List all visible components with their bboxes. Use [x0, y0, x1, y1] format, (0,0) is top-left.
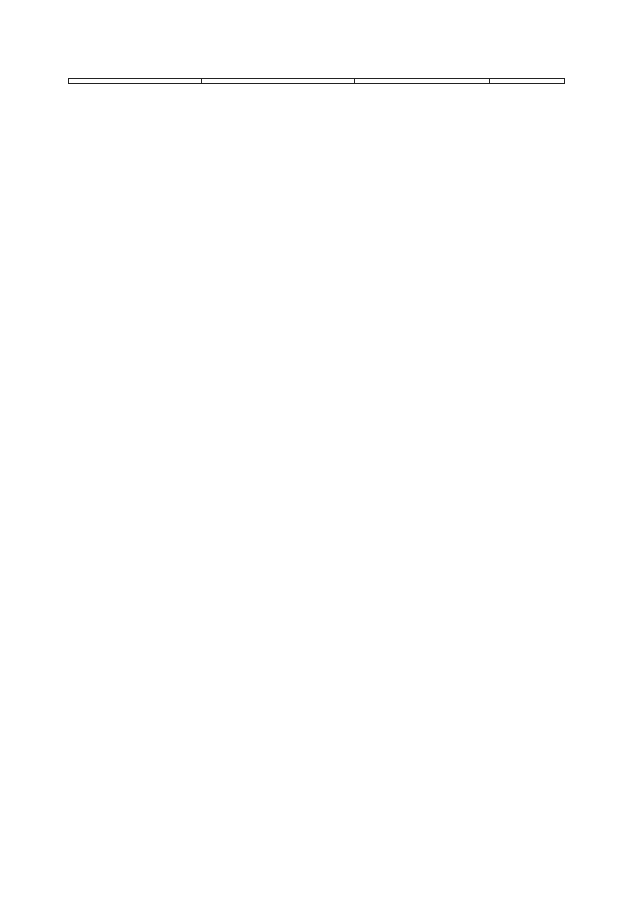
duration-table: [68, 78, 565, 84]
header-duration: [355, 79, 490, 84]
header-period: [202, 79, 355, 84]
table-header-row: [69, 79, 565, 84]
header-category: [490, 79, 565, 84]
header-term: [69, 79, 202, 84]
page-content: [58, 57, 576, 92]
